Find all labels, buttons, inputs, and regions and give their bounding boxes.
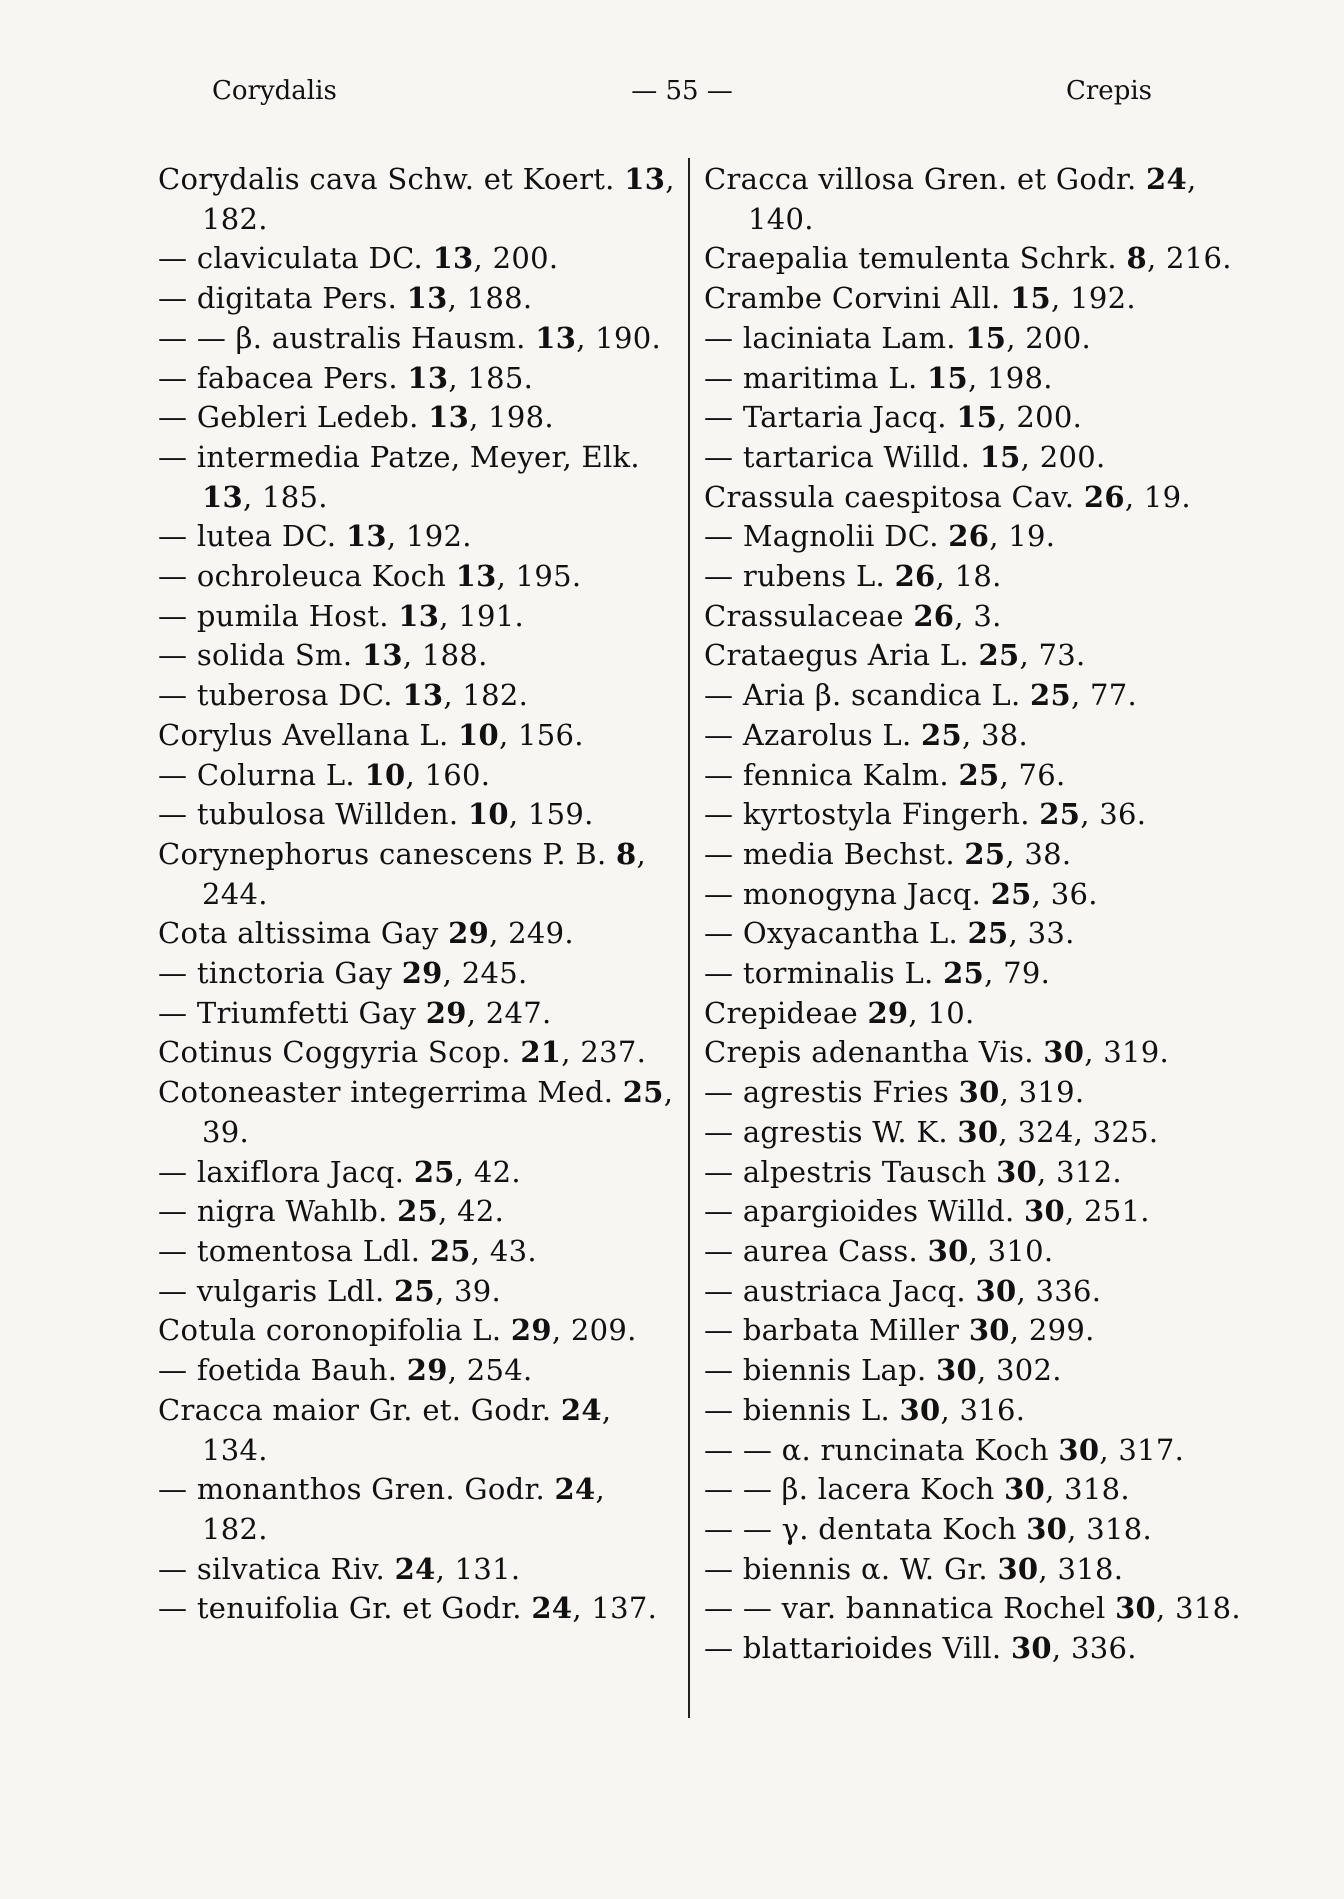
index-entry: Corynephorus canescens P. B. 8, 244. [158,836,647,911]
index-entry: — pumila Host. 13, 191. [158,598,525,633]
index-entry: — Gebleri Ledeb. 13, 198. [158,400,554,435]
index-entry: — Oxyacantha L. 25, 33. [704,916,1075,951]
index-entry: — agrestis Fries 30, 319. [704,1075,1085,1110]
index-entry: — laciniata Lam. 15, 200. [704,320,1092,355]
right-index-column [704,160,1244,1669]
index-entry: — biennis α. W. Gr. 30, 318. [704,1551,1124,1586]
index-entry: — — var. bannatica Rochel 30, 318. [704,1591,1241,1626]
index-entry: — biennis Lap. 30, 302. [704,1353,1062,1388]
index-entry: — tartarica Willd. 15, 200. [704,439,1106,474]
index-entry: — vulgaris Ldl. 25, 39. [158,1273,502,1308]
index-entry: — fabacea Pers. 13, 185. [158,360,534,395]
index-entry: Cotinus Coggyria Scop. 21, 237. [158,1035,647,1070]
column-divider [688,158,690,1718]
index-entry: — tuberosa DC. 13, 182. [158,678,529,713]
index-entry: — laxiflora Jacq. 25, 42. [158,1154,521,1189]
index-entry: — media Bechst. 25, 38. [704,836,1072,871]
index-entry: Crassulaceae 26, 3. [704,598,1002,633]
index-entry: Crepis adenantha Vis. 30, 319. [704,1035,1170,1070]
index-entry: — silvatica Riv. 24, 131. [158,1551,521,1586]
index-entry: Crambe Corvini All. 15, 192. [704,281,1136,316]
index-entry: — blattarioides Vill. 30, 336. [704,1631,1137,1666]
index-entry: — austriaca Jacq. 30, 336. [704,1273,1102,1308]
index-entry: Crassula caespitosa Cav. 26, 19. [704,479,1191,514]
index-entry: — nigra Wahlb. 25, 42. [158,1194,505,1229]
left-index-column [158,160,678,1629]
index-entry: — — β. australis Hausm. 13, 190. [158,320,661,355]
index-entry: Crataegus Aria L. 25, 73. [704,638,1086,673]
index-entry: Craepalia temulenta Schrk. 8, 216. [704,241,1232,276]
index-entry: — foetida Bauh. 29, 254. [158,1353,533,1388]
index-entry: — digitata Pers. 13, 188. [158,281,533,316]
index-entry: — solida Sm. 13, 188. [158,638,488,673]
index-entry: Corydalis cava Schw. et Koert. 13, 182. [158,162,675,236]
index-entry: — — γ. dentata Koch 30, 318. [704,1511,1152,1546]
index-entry: Cracca villosa Gren. et Godr. 24, 140. [704,162,1197,236]
index-entry: — intermedia Patze, Meyer, Elk. 13, 185. [158,439,640,514]
page-number: — 55 — [631,76,733,106]
index-entry: Cracca maior Gr. et. Godr. 24, 134. [158,1392,612,1467]
index-entry: Cotoneaster integerrima Med. 25, 39. [158,1075,674,1149]
index-entry: — ochroleuca Koch 13, 195. [158,559,582,594]
index-entry: — aurea Cass. 30, 310. [704,1233,1054,1268]
index-entry: — monanthos Gren. Godr. 24, 182. [158,1472,606,1546]
index-entry: — Triumfetti Gay 29, 247. [158,995,552,1030]
index-entry: — alpestris Tausch 30, 312. [704,1154,1122,1189]
index-entry: — rubens L. 26, 18. [704,559,1002,594]
index-entry: Cota altissima Gay 29, 249. [158,916,574,951]
index-entry: — tubulosa Willden. 10, 159. [158,797,594,832]
index-entry: — tenuifolia Gr. et Godr. 24, 137. [158,1591,658,1626]
index-entry: — — β. lacera Koch 30, 318. [704,1472,1130,1507]
index-entry: — apargioides Willd. 30, 251. [704,1194,1150,1229]
index-entry: — lutea DC. 13, 192. [158,519,472,554]
index-entry: — claviculata DC. 13, 200. [158,241,559,276]
index-entry: Corylus Avellana L. 10, 156. [158,717,584,752]
index-entry: — biennis L. 30, 316. [704,1392,1026,1427]
index-entry: — tomentosa Ldl. 25, 43. [158,1233,537,1268]
index-entry: — Azarolus L. 25, 38. [704,717,1029,752]
index-entry: — monogyna Jacq. 25, 36. [704,876,1098,911]
index-entry: — Magnolii DC. 26, 19. [704,519,1056,554]
index-entry: — tinctoria Gay 29, 245. [158,956,528,991]
index-entry: — — α. runcinata Koch 30, 317. [704,1432,1185,1467]
index-entry: Crepideae 29, 10. [704,995,975,1030]
index-entry: — Colurna L. 10, 160. [158,757,491,792]
index-entry: — kyrtostyla Fingerh. 25, 36. [704,797,1147,832]
index-entry: — agrestis W. K. 30, 324, 325. [704,1114,1159,1149]
index-entry: — Aria β. scandica L. 25, 77. [704,678,1138,713]
index-entry: — Tartaria Jacq. 15, 200. [704,400,1083,435]
index-entry: — barbata Miller 30, 299. [704,1313,1095,1348]
index-entry: Cotula coronopifolia L. 29, 209. [158,1313,637,1348]
header-left-keyword: Corydalis [212,76,337,106]
index-entry: — torminalis L. 25, 79. [704,956,1051,991]
running-header [212,76,1152,116]
header-right-keyword: Crepis [1065,76,1152,106]
index-entry: — fennica Kalm. 25, 76. [704,757,1066,792]
index-entry: — maritima L. 15, 198. [704,360,1053,395]
